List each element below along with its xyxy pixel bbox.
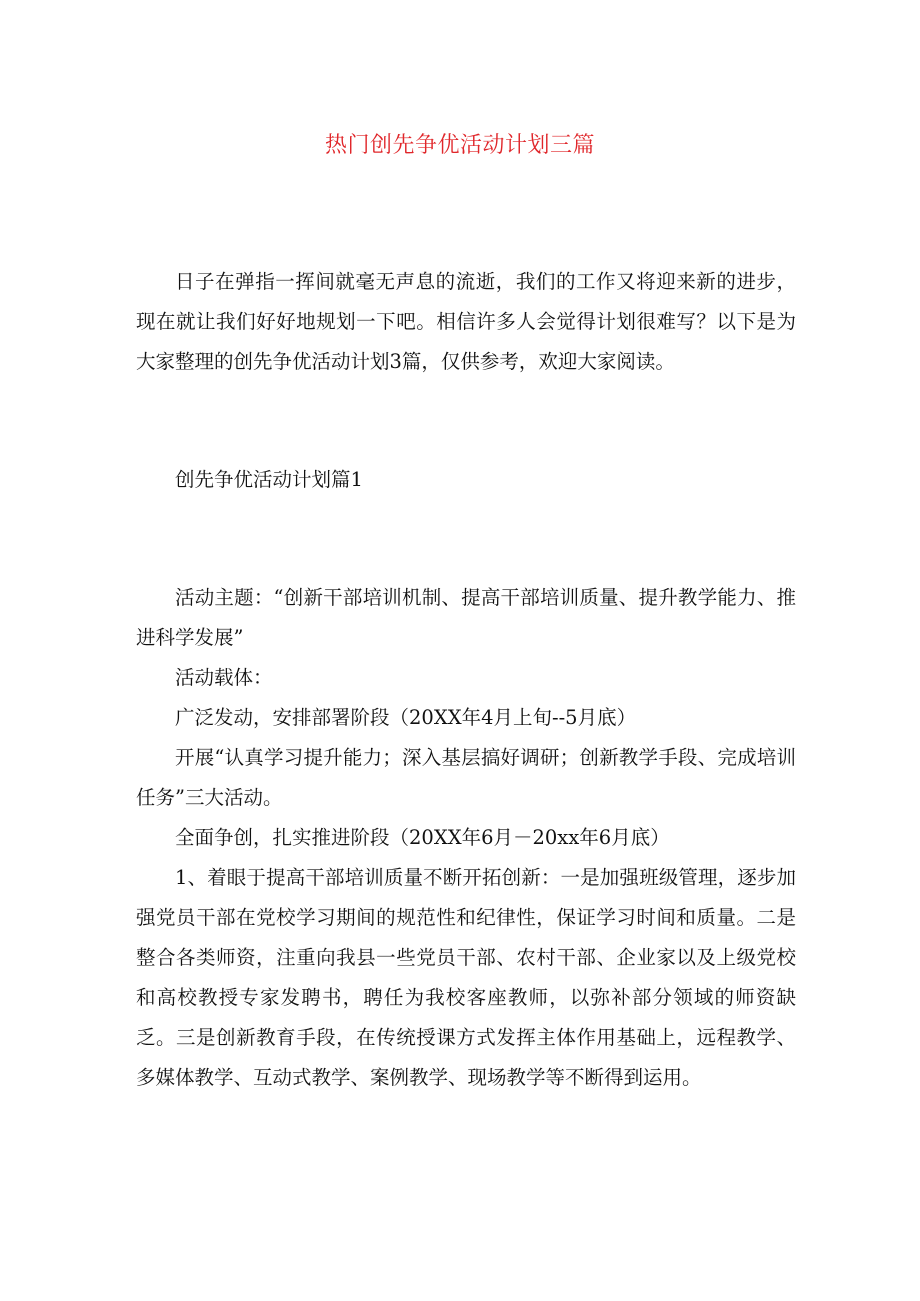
paragraph-phase-one: 广泛发动，安排部署阶段（20XX年4月上旬--5月底） — [175, 706, 637, 729]
document-body — [136, 262, 796, 1098]
intro-paragraph: 日子在弹指一挥间就毫无声息的流逝，我们的工作又将迎来新的进步，现在就让我们好好地规划一下吧。相信许多人会觉得计划很难写？以下是为大家整理的创先争优活动计划3篇，仅供参考，欢迎大家阅读。 — [136, 270, 796, 373]
document-title: 热门创先争优活动计划三篇 — [324, 133, 595, 158]
paragraph-activity-theme: 活动主题：“创新干部培训机制、提高干部培训质量、提升教学能力、推进科学发展” — [136, 586, 796, 649]
paragraph-phase-two: 全面争创，扎实推进阶段（20XX年6月－20xx年6月底） — [175, 826, 670, 849]
paragraph-three-activities: 开展“认真学习提升能力；深入基层搞好调研；创新教学手段、完成培训任务”三大活动。 — [136, 746, 796, 809]
paragraph-activity-carrier: 活动载体： — [175, 666, 273, 689]
paragraph-item-one: 1、着眼于提高干部培训质量不断开拓创新：一是加强班级管理，逐步加强党员干部在党校学习期间的规范性和纪律性，保证学习时间和质量。二是整合各类师资，注重向我县一些党员干部、农村干部、企业家以及上级党校和高校教授专家发聘书，聘任为我校客座教师，以弥补部分领域的师资缺乏。三是创新教育手段，在传统授课方式发挥主体作用基础上，远程教学、多媒体教学、互动式教学、案例教学、现场教学等不断得到运用。 — [136, 866, 796, 1089]
section-heading: 创先争优活动计划篇1 — [175, 468, 363, 491]
